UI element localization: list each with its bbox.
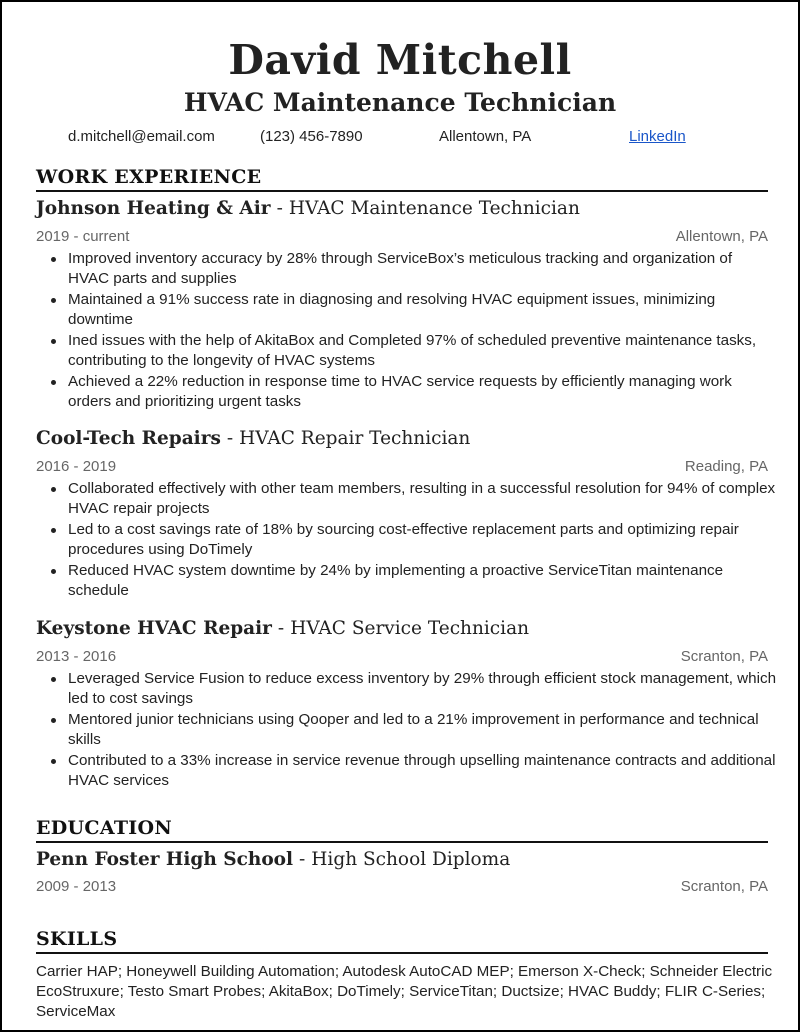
list-item: Contributed to a 33% increase in service revenue through upselling maintenance contracts and additional HVAC services — [36, 751, 776, 791]
job-meta — [36, 648, 768, 665]
section-title-work: WORK EXPERIENCE — [36, 166, 262, 188]
job-company: Keystone HVAC Repair — [36, 618, 272, 639]
job-heading — [36, 428, 470, 449]
job-bullets — [36, 479, 776, 602]
job-role: HVAC Maintenance Technician — [288, 198, 580, 219]
job-separator: - — [276, 198, 283, 219]
skills-list: Carrier HAP; Honeywell Building Automation; Autodesk AutoCAD MEP; Emerson X-Check; Schneider Electric EcoStruxure; Testo Smart Probes; AkitaBox; DoTimely; ServiceTitan; Ductsize; HVAC Buddy; FLIR C-Series; ServiceMax — [36, 963, 773, 1020]
candidate-title: HVAC Maintenance Technician — [183, 88, 617, 117]
job-bullets — [36, 669, 776, 792]
job-location: Reading, PA — [684, 458, 768, 475]
education-location: Scranton, PA — [680, 878, 768, 895]
education-separator: - — [299, 849, 306, 870]
job-role: HVAC Service Technician — [290, 618, 530, 639]
job-heading — [36, 618, 529, 639]
contact-location: Allentown, PA — [439, 128, 532, 145]
list-item: Mentored junior technicians using Qooper and led to a 21% improvement in performance and technical skills — [36, 710, 776, 750]
job-company: Johnson Heating & Air — [36, 198, 271, 219]
job-separator: - — [277, 618, 285, 639]
list-item: Achieved a 22% reduction in response time to HVAC service requests by efficiently managing work orders and prioritizing urgent tasks — [36, 372, 776, 412]
contact-email: d.mitchell@email.com — [68, 128, 215, 145]
job-heading — [36, 198, 580, 219]
list-item: Maintained a 91% success rate in diagnosing and resolving HVAC equipment issues, minimizing downtime — [36, 290, 776, 330]
list-item: Leveraged Service Fusion to reduce excess inventory by 29% through efficient stock management, which led to cost savings — [36, 669, 776, 709]
contact-link-wrapper — [629, 128, 686, 145]
job-location: Allentown, PA — [675, 228, 768, 245]
section-title-education: EDUCATION — [36, 817, 172, 839]
job-role: HVAC Repair Technician — [239, 428, 471, 449]
list-item: Reduced HVAC system downtime by 24% by implementing a proactive ServiceTitan maintenance schedule — [36, 561, 776, 601]
section-divider — [36, 190, 768, 192]
list-item: Led to a cost savings rate of 18% by sourcing cost-effective replacement parts and optimizing repair procedures using DoTimely — [36, 520, 776, 560]
job-location: Scranton, PA — [680, 648, 768, 665]
education-school: Penn Foster High School — [36, 849, 294, 870]
list-item: Collaborated effectively with other team members, resulting in a successful resolution for 94% of complex HVAC repair projects — [36, 479, 776, 519]
list-item: Improved inventory accuracy by 28% through ServiceBox’s meticulous tracking and organization of HVAC parts and supplies — [36, 249, 776, 289]
job-bullets — [36, 249, 776, 413]
contact-phone: (123) 456-7890 — [260, 128, 363, 145]
job-dates: 2013 - 2016 — [36, 648, 117, 665]
job-dates: 2019 - current — [36, 228, 130, 245]
education-degree: High School Diploma — [311, 849, 511, 870]
job-company: Cool-Tech Repairs — [36, 428, 221, 449]
job-meta — [36, 228, 768, 245]
job-separator: - — [226, 428, 234, 449]
section-title-skills: SKILLS — [36, 928, 118, 950]
education-heading — [36, 849, 510, 870]
job-meta — [36, 458, 768, 475]
list-item: Ined issues with the help of AkitaBox and Completed 97% of scheduled preventive maintenance tasks, contributing to the longevity of HVAC systems — [36, 331, 776, 371]
education-dates: 2009 - 2013 — [36, 878, 117, 895]
section-divider — [36, 952, 768, 954]
job-dates: 2016 - 2019 — [36, 458, 117, 475]
linkedin-link[interactable]: LinkedIn — [629, 128, 686, 145]
education-meta — [36, 878, 768, 895]
candidate-name: David Mitchell — [228, 36, 572, 84]
section-divider — [36, 841, 768, 843]
